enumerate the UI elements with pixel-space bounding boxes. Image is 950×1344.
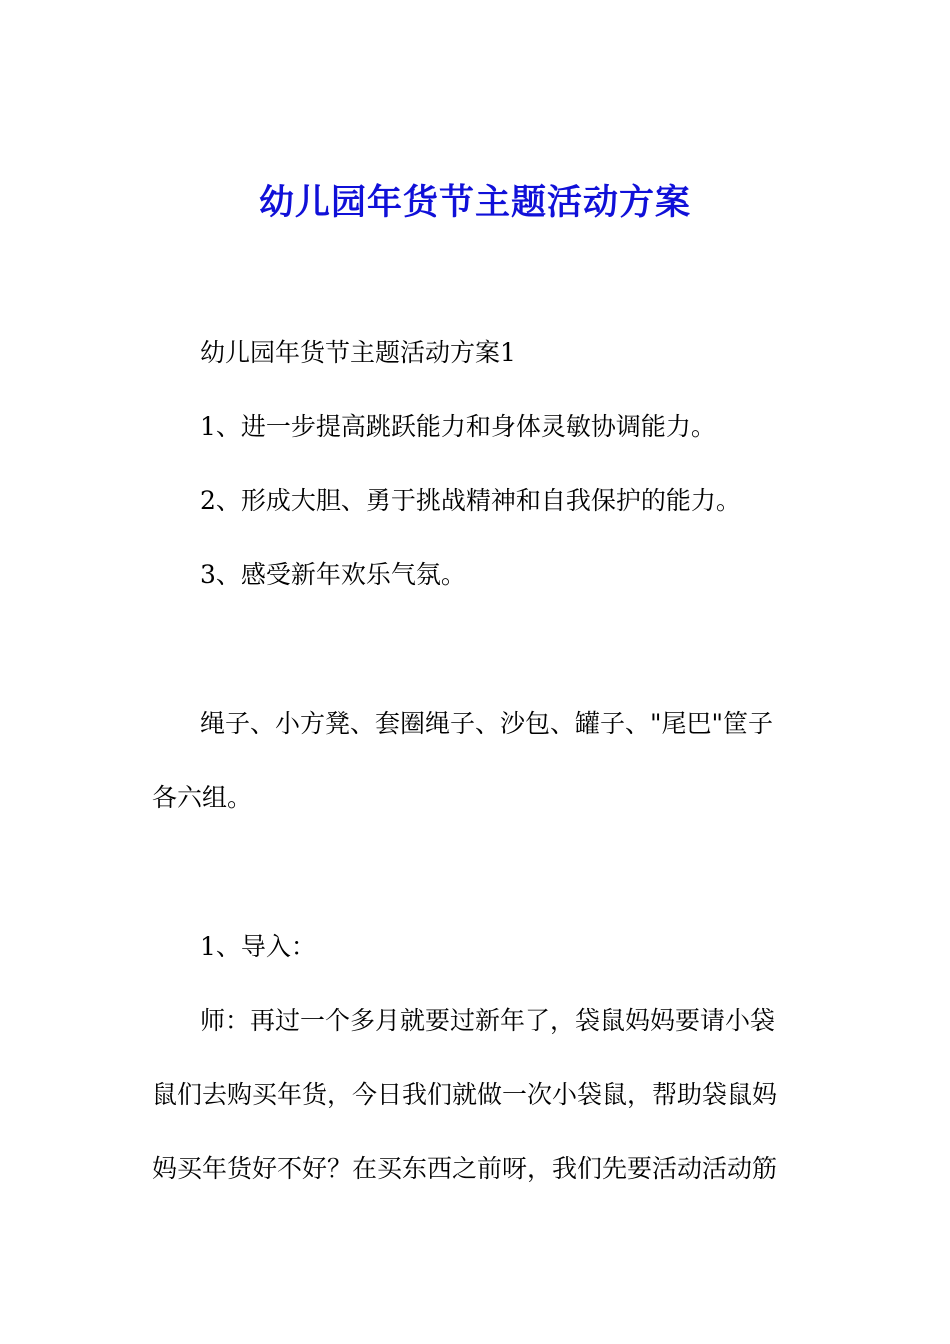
materials-line: 各六组。 bbox=[152, 783, 253, 812]
paragraph-line: 鼠们去购买年货，今日我们就做一次小袋鼠，帮助袋鼠妈 bbox=[152, 1080, 778, 1109]
section-heading: 幼儿园年货节主题活动方案1 bbox=[200, 338, 516, 367]
materials-line: 绳子、小方凳、套圈绳子、沙包、罐子、"尾巴"筐子 bbox=[200, 709, 774, 738]
document-title: 幼儿园年货节主题活动方案 bbox=[258, 182, 691, 223]
goal-item: 1、进一步提高跳跃能力和身体灵敏协调能力。 bbox=[200, 412, 716, 441]
step-heading: 1、导入： bbox=[200, 932, 316, 961]
goal-item: 2、形成大胆、勇于挑战精神和自我保护的能力。 bbox=[200, 486, 741, 515]
goal-item: 3、感受新年欢乐气氛。 bbox=[200, 560, 466, 589]
paragraph-line: 师：再过一个多月就要过新年了，袋鼠妈妈要请小袋 bbox=[200, 1006, 776, 1035]
paragraph-line: 妈买年货好不好？在买东西之前呀，我们先要活动活动筋 bbox=[152, 1154, 778, 1183]
